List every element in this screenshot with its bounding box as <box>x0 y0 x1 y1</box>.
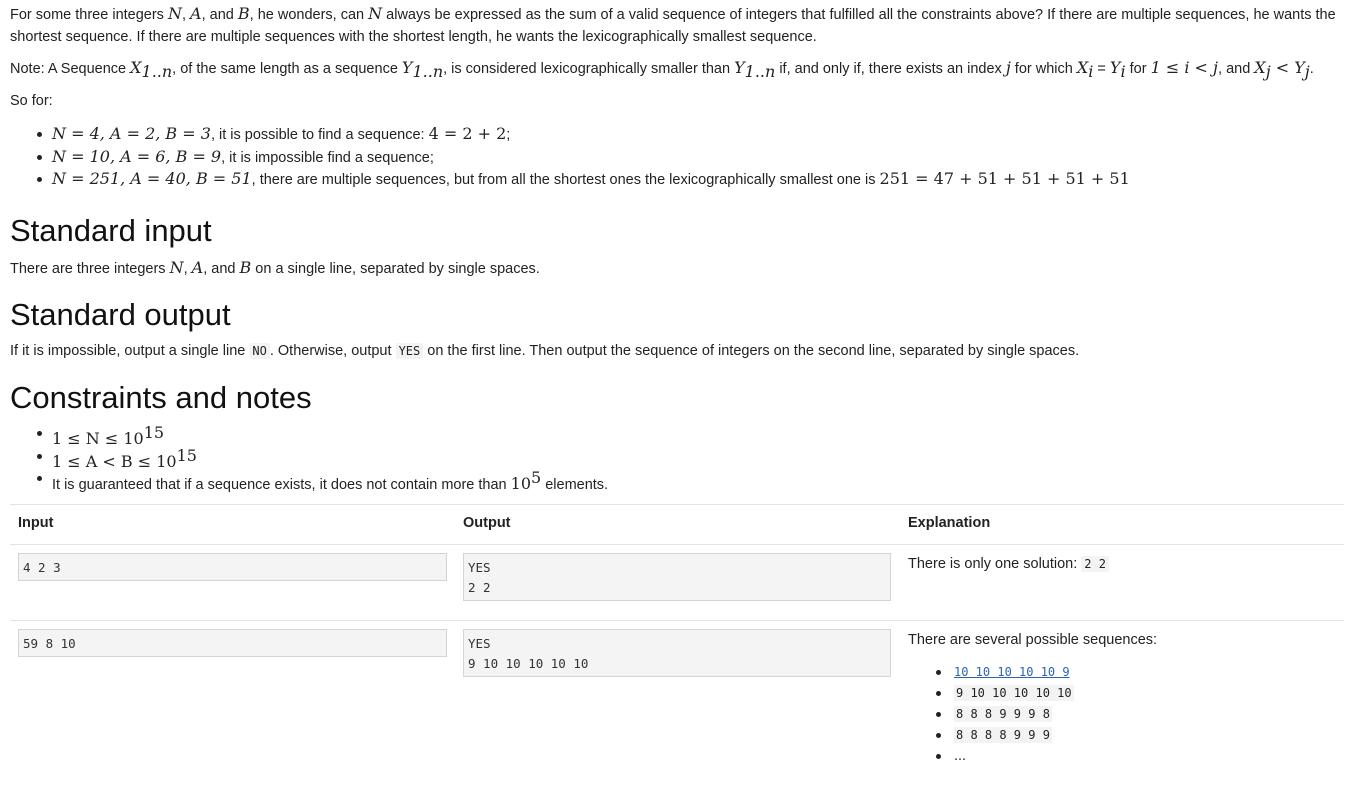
note-text: , of the same length as a sequence <box>172 61 402 77</box>
example-end: ; <box>506 127 511 143</box>
examples-list <box>10 123 1130 191</box>
constraint-math: 1 ≤ A < B ≤ 10 <box>52 451 177 471</box>
math-condition: 1 ≤ i < j <box>1150 58 1219 77</box>
example-equation: 4 = 2 + 2 <box>428 124 507 143</box>
note-text: = <box>1093 61 1110 77</box>
math-a: A <box>191 258 204 277</box>
example-math: N = 10, A = 6, B = 9 <box>52 146 222 166</box>
text: on a single line, separated by single spaces. <box>251 261 540 277</box>
header-input: Input <box>18 515 54 531</box>
standard-input-text <box>10 257 540 280</box>
math-sub: 1..n <box>744 61 776 81</box>
math-y: Y <box>734 58 745 77</box>
math-y: Y <box>401 58 413 77</box>
so-for-text: So for: <box>10 93 53 109</box>
sample-explanation: There are several possible sequences: <box>908 632 1158 648</box>
text: , and <box>203 261 240 277</box>
text: There are three integers <box>10 261 170 277</box>
constraint-item <box>52 445 608 471</box>
note-text: for <box>1125 61 1151 77</box>
constraint-math: 10 <box>510 473 531 493</box>
inline-code-no: NO <box>249 343 269 359</box>
intro-paragraph <box>10 3 1344 48</box>
constraint-item <box>52 422 608 448</box>
constraint-exp: 5 <box>531 468 542 487</box>
math-b: B <box>237 4 250 23</box>
note-paragraph <box>10 57 1344 83</box>
math-sub: j <box>1265 61 1271 81</box>
example-text: , it is impossible find a sequence; <box>221 149 434 166</box>
examples-table <box>10 504 1344 791</box>
math-y: Y <box>1109 58 1121 77</box>
math-sub: 1..n <box>141 61 173 81</box>
sequence-code: 8 8 8 8 9 9 9 <box>956 728 1050 742</box>
example-item <box>52 123 1130 146</box>
math-sub: i <box>1120 61 1126 81</box>
note-text: , and <box>1218 61 1255 77</box>
note-text: for which <box>1010 61 1077 77</box>
example-math: N = 4, A = 2, B = 3 <box>52 124 211 143</box>
list-item[interactable] <box>908 662 1074 683</box>
example-item <box>52 168 1130 191</box>
sequence-link[interactable]: 10 10 10 10 10 9 <box>954 665 1070 679</box>
list-item <box>908 746 1074 767</box>
constraint-item <box>52 467 609 493</box>
example-text: , there are multiple sequences, but from all the shortest ones the lexicographically smallest one is <box>251 172 880 188</box>
math-x: X <box>1254 58 1266 77</box>
math-n: N <box>169 258 184 277</box>
note-text: . <box>1309 61 1314 77</box>
math-j: j <box>1005 58 1011 77</box>
constraints-list <box>10 422 609 493</box>
math-x: X <box>1076 58 1089 77</box>
text: on the first line. Then output the sequence of integers on the second line, separated by single spaces. <box>423 343 1080 359</box>
explanation-code: 2 2 <box>1081 556 1109 572</box>
math-sub: i <box>1088 61 1094 81</box>
note-text: Note: A Sequence <box>10 61 131 77</box>
header-output: Output <box>463 515 511 531</box>
standard-output-heading: Standard output <box>10 297 231 332</box>
intro-text: , he wonders, can <box>249 7 369 23</box>
list-item <box>908 704 1074 725</box>
math-sub: 1..n <box>412 61 444 81</box>
note-text: , is considered lexicographically smaller than <box>443 61 735 77</box>
sequence-code: 9 10 10 10 10 10 <box>956 686 1072 700</box>
math-b: B <box>239 258 252 277</box>
standard-output-text <box>10 340 1079 362</box>
constraint-math: 1 ≤ N ≤ 10 <box>52 428 144 448</box>
sample-output[interactable]: YES 9 10 10 10 10 10 <box>463 629 891 677</box>
example-item <box>52 146 1130 169</box>
sample-input[interactable]: 59 8 10 <box>18 629 447 657</box>
constraint-exp: 15 <box>143 423 165 442</box>
intro-text: For some three integers <box>10 7 168 23</box>
example-math: N = 251, A = 40, B = 51 <box>52 169 252 188</box>
sample-input[interactable]: 4 2 3 <box>18 553 447 581</box>
sample-output[interactable]: YES 2 2 <box>463 553 891 601</box>
constraint-text: elements. <box>541 476 609 493</box>
list-item <box>908 683 1074 704</box>
math-n: N <box>167 4 182 23</box>
math-n: N <box>368 4 383 23</box>
math-sub: j <box>1304 61 1310 81</box>
text: . Otherwise, output <box>269 343 396 359</box>
math-op: < <box>1270 58 1295 77</box>
standard-input-heading: Standard input <box>10 213 212 248</box>
constraint-text: It is guaranteed that if a sequence exists, it does not contain more than <box>52 476 511 493</box>
sequence-list <box>908 662 1074 767</box>
example-equation: 251 = 47 + 51 + 51 + 51 + 51 <box>879 169 1130 188</box>
text: , <box>183 261 192 277</box>
constraint-exp: 15 <box>176 445 197 465</box>
note-text: if, and only if, there exists an index <box>775 61 1006 77</box>
table-row <box>10 545 1344 621</box>
math-a: A <box>190 4 202 23</box>
constraints-heading: Constraints and notes <box>10 380 312 415</box>
text: If it is impossible, output a single line <box>10 343 250 359</box>
list-item <box>908 725 1074 746</box>
intro-sep: , and <box>201 7 238 23</box>
inline-code-yes: YES <box>396 343 424 359</box>
intro-text: always be expressed as the sum of a valid sequence of integers that fulfilled all the constraints above? If there are multiple sequences, he wants the shortest sequence. If there are multiple sequences with the shortest length, he wants the lexicographically smallest sequence. <box>10 7 1336 45</box>
table-row <box>10 621 1344 791</box>
header-explanation: Explanation <box>908 515 991 531</box>
sequence-code: 8 8 8 9 9 9 8 <box>956 707 1050 721</box>
example-text: , it is possible to find a sequence: <box>210 127 429 143</box>
sequence-ellipsis: ... <box>954 748 967 764</box>
math-y: Y <box>1294 58 1305 77</box>
table-header-row <box>10 505 1344 545</box>
math-x: X <box>130 58 142 77</box>
intro-sep: , <box>181 7 191 23</box>
explanation-text: There is only one solution: <box>908 556 1082 572</box>
sample-explanation <box>908 553 1109 575</box>
